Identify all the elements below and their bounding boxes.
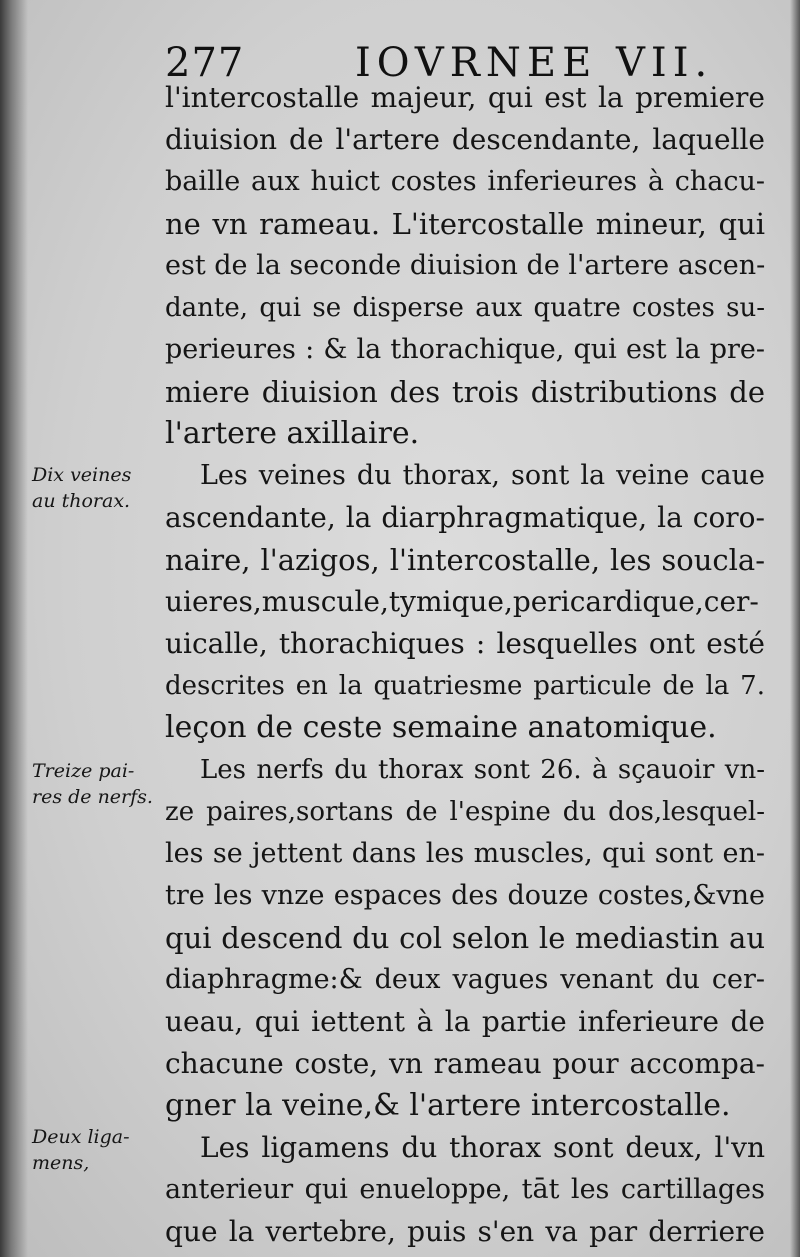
text-line: les se jettent dans les muscles, qui sont en- — [165, 838, 765, 869]
text-line: ze paires,sortans de l'espine du dos,lesquel- — [165, 797, 765, 827]
text-line: qui descend du col selon le mediastin au — [165, 921, 765, 955]
text-line: perieures : & la thorachique, qui est la pre- — [165, 334, 765, 365]
text-line: miere diuision des trois distributions de — [165, 375, 765, 409]
text-line: uicalle, thorachiques : lesquelles ont esté — [165, 627, 765, 660]
margin-note-ligamens — [32, 1124, 152, 1176]
text-line: l'intercostalle majeur, qui est la premiere — [165, 81, 765, 114]
text-line: diaphragme:& deux vagues venant du cer- — [165, 964, 765, 995]
text-line: ascendante, la diarphragmatique, la coro- — [165, 501, 765, 534]
text-line: leçon de ceste semaine anatomique. — [165, 710, 717, 745]
paragraph-start: Les ligamens du thorax sont deux, l'vn — [200, 1131, 765, 1164]
margin-note-line: Dix veines — [32, 464, 132, 486]
text-line: que la vertebre, puis s'en va par derriere — [165, 1215, 765, 1248]
paragraph-start: Les veines du thorax, sont la veine caue — [200, 460, 765, 491]
text-line: baille aux huict costes inferieures à chacu- — [165, 166, 765, 197]
running-title: IOVRNEE VII. — [355, 40, 714, 86]
text-line: gner la veine,& l'artere intercostalle. — [165, 1088, 731, 1123]
margin-note-nerfs — [32, 758, 152, 810]
text-line: diuision de l'artere descendante, laquelle — [165, 123, 765, 156]
margin-note-line: au thorax. — [32, 490, 131, 512]
text-line: tre les vnze espaces des douze costes,&vne — [165, 880, 765, 911]
margin-note-line: Treize pai- — [32, 760, 135, 782]
text-line: l'artere axillaire. — [165, 416, 420, 451]
page-number: 277 — [165, 40, 245, 86]
text-line: dante, qui se disperse aux quatre costes su- — [165, 293, 765, 323]
text-line: uieres,muscule,tymique,pericardique,cer- — [165, 585, 759, 618]
margin-note-veines — [32, 462, 152, 514]
text-line: ne vn rameau. L'itercostalle mineur, qui — [165, 207, 765, 241]
page-edge — [790, 0, 800, 1257]
text-line: chacune coste, vn rameau pour accompa- — [165, 1047, 765, 1080]
text-line: descrites en la quatriesme particule de la 7. — [165, 671, 765, 701]
text-line: naire, l'azigos, l'intercostalle, les soucla- — [165, 543, 765, 577]
text-line: est de la seconde diuision de l'artere ascen- — [165, 250, 766, 281]
paragraph-start: Les nerfs du thorax sont 26. à sçauoir vn- — [200, 755, 765, 785]
margin-note-line: mens, — [32, 1152, 90, 1174]
text-line: anterieur qui enueloppe, tāt les cartillages — [165, 1174, 765, 1205]
margin-note-line: res de nerfs. — [32, 786, 153, 808]
margin-note-line: Deux liga- — [32, 1126, 130, 1148]
text-line: ueau, qui iettent à la partie inferieure de — [165, 1005, 765, 1038]
binding-shadow — [0, 0, 28, 1257]
